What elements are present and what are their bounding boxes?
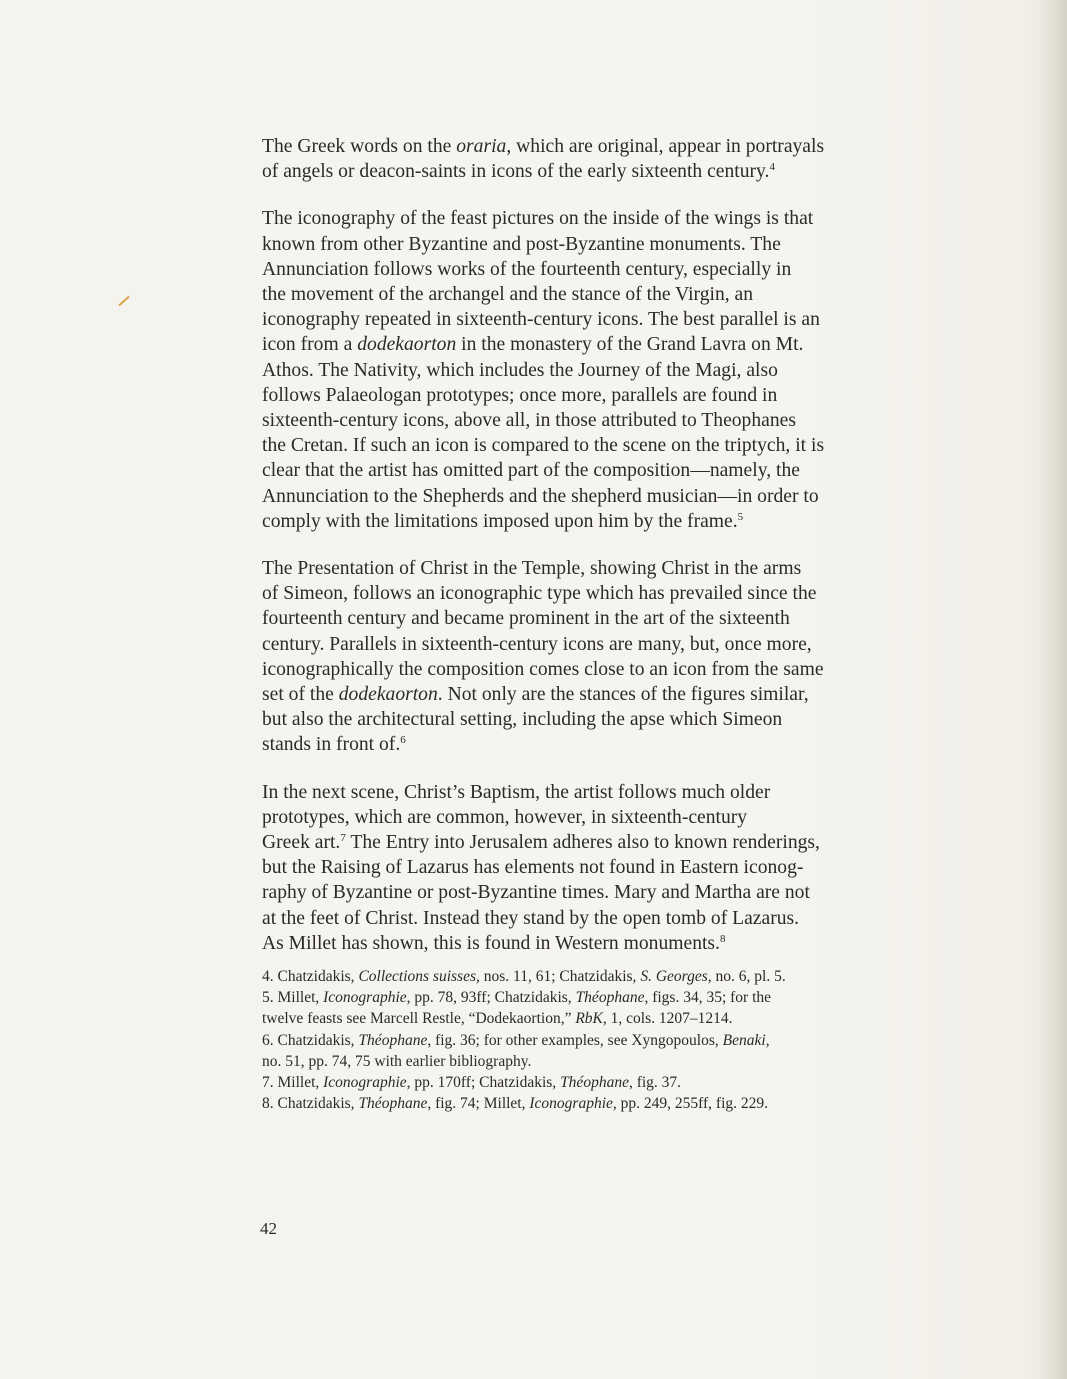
text-line — [262, 282, 922, 307]
text-line — [262, 780, 922, 805]
text-run: , figs. 34, 35; for the — [644, 989, 772, 1007]
text-run: , pp. 170ff; Chatzidakis, — [406, 1074, 561, 1092]
text-line — [262, 581, 922, 606]
text-run: icon from a — [262, 334, 358, 356]
text-line — [262, 484, 922, 509]
text-run: 4. Chatzidakis, — [262, 968, 359, 985]
text-run: , fig. 36; for other examples, see Xyngopoulos, — [427, 1031, 723, 1049]
text-run: Athos. The Nativity, which includes the Journey of the Magi, also — [262, 359, 778, 381]
text-line — [262, 358, 922, 383]
text-line — [262, 732, 922, 757]
text-run: at the feet of Christ. Instead they stand by the open tomb of Lazarus. — [262, 907, 800, 929]
text-run: 5. Millet, — [262, 989, 324, 1007]
paragraph — [262, 780, 922, 956]
text-line — [262, 433, 922, 458]
text-run: As Millet has shown, this is found in Western monuments. — [262, 932, 720, 954]
italic-text: Benaki — [722, 1031, 766, 1049]
footnote-line — [262, 1030, 922, 1051]
text-line — [262, 509, 922, 534]
text-run: no. 51, pp. 74, 75 with earlier bibliography. — [262, 1052, 532, 1070]
text-line — [262, 906, 922, 931]
text-run: , pp. 78, 93ff; Chatzidakis, — [406, 989, 576, 1007]
text-run: The iconography of the feast pictures on the inside of the wings is that — [262, 208, 814, 230]
text-line — [262, 855, 922, 880]
text-run: but the Raising of Lazarus has elements not found in Eastern iconog- — [262, 857, 804, 879]
margin-pencil-mark — [118, 296, 130, 307]
text-run: , 1, cols. 1207–1214. — [602, 1010, 733, 1028]
text-run: , — [765, 1031, 770, 1049]
paragraph — [262, 134, 922, 184]
italic-text: Théophane — [358, 1031, 428, 1049]
text-run: , pp. 249, 255ff, fig. 229. — [612, 1095, 769, 1113]
italic-text: Théophane — [560, 1074, 629, 1092]
text-run: set of the — [262, 684, 339, 706]
footnote-ref: 8 — [719, 932, 726, 945]
text-line — [262, 682, 922, 707]
text-run: , which are original, appear in portrayals — [506, 136, 825, 157]
text-run: Greek art. — [262, 832, 341, 854]
text-run: , nos. 11, 61; Chatzidakis, — [475, 968, 641, 985]
text-run: clear that the artist has omitted part of the composition—namely, the — [262, 460, 800, 482]
text-line — [262, 657, 922, 682]
paragraph — [262, 206, 922, 534]
footnote-ref: 6 — [400, 734, 406, 747]
footnote-ref: 4 — [769, 161, 775, 174]
text-line — [262, 257, 922, 282]
text-line — [262, 606, 922, 631]
footnote-line — [262, 966, 922, 987]
text-line — [262, 805, 922, 830]
text-run: , fig. 74; Millet, — [427, 1095, 530, 1113]
footnotes — [262, 966, 922, 1114]
text-run: stands in front of. — [262, 734, 401, 756]
text-line — [262, 383, 922, 408]
page-edge-shadow — [1039, 0, 1067, 1379]
text-run: known from other Byzantine and post-Byzantine monuments. The — [262, 233, 781, 255]
text-run: 6. Chatzidakis, — [262, 1031, 359, 1049]
text-line — [262, 206, 922, 231]
text-run: In the next scene, Christ’s Baptism, the artist follows much older — [262, 781, 771, 803]
text-line — [262, 556, 922, 581]
footnote-line — [262, 1051, 922, 1072]
page-number: 42 — [260, 1219, 277, 1238]
text-line — [262, 458, 922, 483]
italic-text: RbK — [575, 1010, 603, 1028]
italic-text: oraria — [456, 136, 507, 157]
text-line — [262, 830, 922, 855]
text-line — [262, 707, 922, 732]
text-line — [262, 232, 922, 257]
italic-text: dodekaorton — [357, 334, 457, 356]
text-line — [262, 408, 922, 433]
text-run: Annunciation to the Shepherds and the shepherd musician—in order to — [262, 485, 819, 507]
text-run: Annunciation follows works of the fourteenth century, especially in — [262, 258, 792, 280]
text-line — [262, 332, 922, 357]
text-run: century. Parallels in sixteenth-century icons are many, but, once more, — [262, 633, 812, 655]
text-run: . Not only are the stances of the figures similar, — [437, 684, 809, 706]
text-run: of angels or deacon-saints in icons of the early sixteenth century. — [262, 161, 770, 183]
italic-text: dodekaorton — [338, 684, 438, 706]
text-run: comply with the limitations imposed upon him by the frame. — [262, 510, 738, 532]
footnote-line — [262, 1072, 922, 1093]
footnote-line — [262, 1093, 922, 1114]
text-run: of Simeon, follows an iconographic type which has prevailed since the — [262, 583, 817, 605]
text-run: 7. Millet, — [262, 1074, 324, 1092]
text-run: sixteenth-century icons, above all, in those attributed to Theophanes — [262, 410, 796, 432]
text-line — [262, 880, 922, 905]
text-run: the Cretan. If such an icon is compared to the scene on the triptych, it is — [262, 435, 825, 457]
text-run: , fig. 37. — [628, 1074, 682, 1092]
italic-text: Théophane — [575, 989, 645, 1007]
italic-text: Iconographie — [323, 989, 407, 1007]
body-text — [262, 134, 922, 978]
italic-text: Théophane — [358, 1095, 428, 1113]
text-run: twelve feasts see Marcell Restle, “Dodekaortion,” — [262, 1010, 576, 1028]
text-line — [262, 307, 922, 332]
text-run: iconographically the composition comes close to an icon from the same — [262, 658, 824, 680]
footnote-ref: 7 — [340, 832, 346, 845]
italic-text: Collections suisses — [358, 968, 476, 985]
italic-text: S. Georges — [640, 968, 708, 985]
text-run: the movement of the archangel and the stance of the Virgin, an — [262, 284, 754, 306]
text-line — [262, 134, 922, 159]
text-run: follows Palaeologan prototypes; once more, parallels are found in — [262, 384, 778, 406]
footnote-ref: 5 — [737, 510, 744, 523]
italic-text: Iconographie — [323, 1074, 407, 1092]
paragraph — [262, 556, 922, 758]
text-line — [262, 159, 922, 184]
text-run: iconography repeated in sixteenth-century icons. The best parallel is an — [262, 309, 820, 331]
text-line — [262, 632, 922, 657]
footnote-line — [262, 987, 922, 1008]
text-run: The Entry into Jerusalem adheres also to known renderings, — [345, 832, 820, 854]
text-line — [262, 931, 922, 956]
text-run: , no. 6, pl. 5. — [707, 968, 786, 985]
text-run: prototypes, which are common, however, in sixteenth-century — [262, 806, 748, 828]
footnote-line — [262, 1008, 922, 1029]
text-run: The Greek words on the — [262, 136, 457, 157]
italic-text: Iconographie — [529, 1095, 613, 1113]
text-run: 8. Chatzidakis, — [262, 1095, 359, 1113]
text-run: fourteenth century and became prominent in the art of the sixteenth — [262, 608, 790, 630]
text-run: The Presentation of Christ in the Temple, showing Christ in the arms — [262, 558, 802, 580]
text-run: in the monastery of the Grand Lavra on Mt. — [456, 334, 804, 356]
text-run: but also the architectural setting, including the apse which Simeon — [262, 709, 783, 731]
text-run: raphy of Byzantine or post-Byzantine times. Mary and Martha are not — [262, 882, 810, 904]
